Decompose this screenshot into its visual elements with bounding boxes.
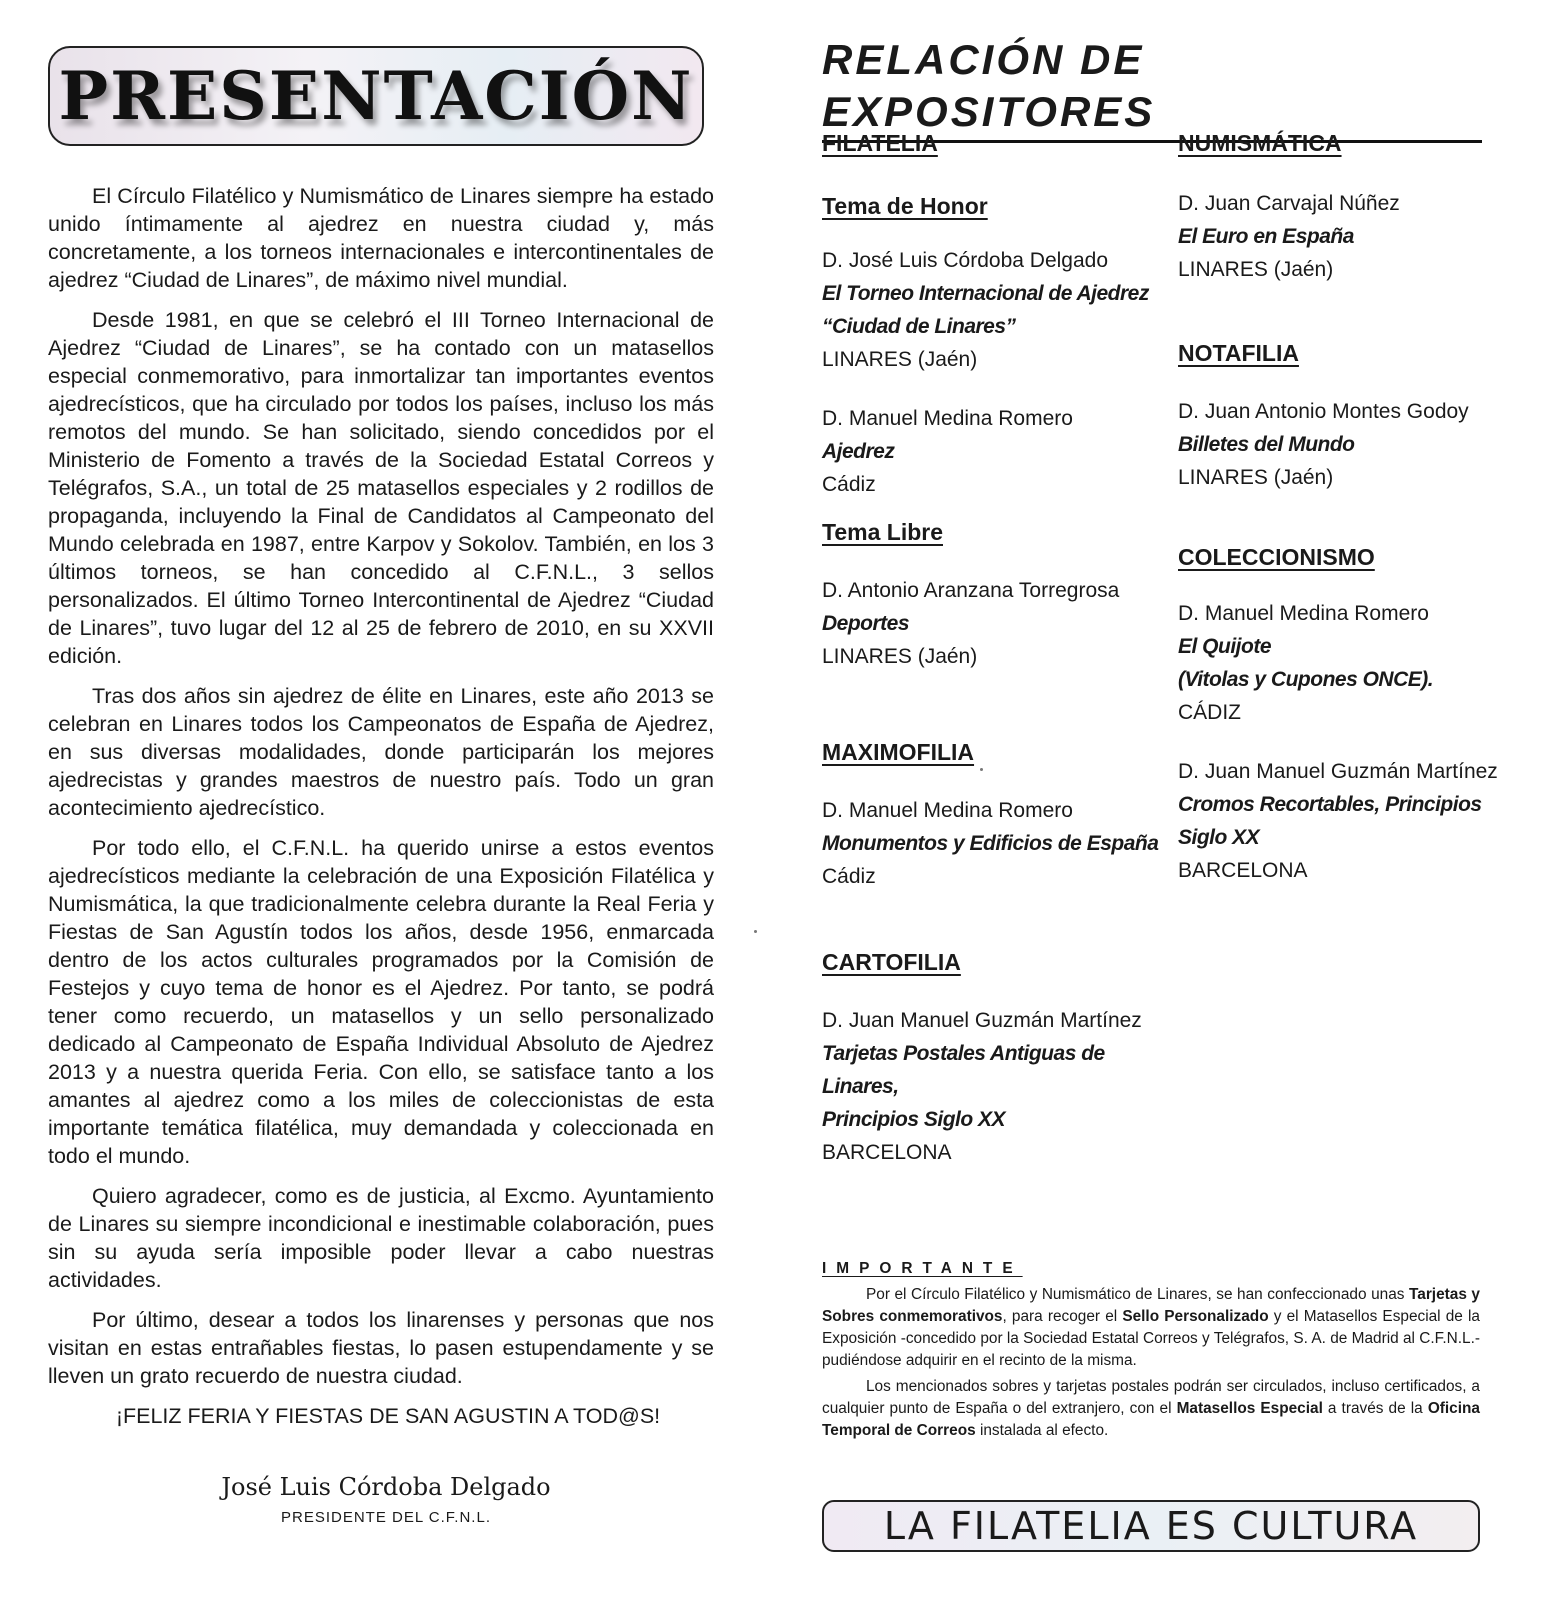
importante-title: IMPORTANTE [822,1260,1023,1277]
exhibitor-name: D. Juan Manuel Guzmán Martínez [822,1009,1142,1032]
exhibit-title: Principios Siglo XX [822,1108,1006,1131]
exhibitor-entry [822,1004,1162,1169]
expositores-title: RELACIÓN DE EXPOSITORES [822,34,1482,143]
exhibitor-name: D. Antonio Aranzana Torregrosa [822,579,1120,602]
text-bold: Matasellos Especial [1176,1400,1323,1417]
expositores-column-left [822,130,1162,1169]
exhibit-title: “Ciudad de Linares” [822,315,1016,338]
signature-role: PRESIDENTE DEL C.F.N.L. [281,1509,491,1526]
subsection-tema-libre: Tema Libre [822,519,943,545]
exhibitor-entry [1178,187,1498,286]
signature-name: José Luis Córdoba Delgado [221,1473,551,1501]
section-coleccionismo: COLECCIONISMO [1178,544,1375,570]
closing-greeting: ¡FELIZ FERIA Y FIESTAS DE SAN AGUSTIN A TOD@S! [115,1404,661,1428]
text-bold: Oficina Temporal de Correos [822,1400,1480,1439]
exhibit-title: Deportes [822,612,910,635]
exhibit-title: El Quijote [1178,635,1272,658]
exhibitor-place: CÁDIZ [1178,701,1241,724]
importante-paragraph [822,1376,1480,1442]
exhibit-title: Cromos Recortables, Principios [1178,793,1482,816]
exhibit-title: Billetes del Mundo [1178,433,1355,456]
exhibitor-place: BARCELONA [822,1141,952,1164]
paragraph: Por último, desear a todos los linarenses y personas que nos visitan en estas entrañables fiestas, lo pasen estupendamente y se lleven un grato recuerdo de nuestra ciudad. [48,1308,714,1388]
exhibitor-name: D. José Luis Córdoba Delgado [822,249,1109,272]
presentacion-title-box [48,46,704,146]
expositores-column-right [1178,130,1498,887]
paragraph: Por todo ello, el C.F.N.L. ha querido unirse a estos eventos ajedrecísticos mediante la celebración de una Exposición Filatélica y Numismática, la que tradicionalmente celebra durante la Real Feria y Fiestas de San Agustín todos los años, desde 1956, enmarcada dentro de los actos culturales programados por la Comisión de Festejos y cuyo tema de honor es el Ajedrez. Por tanto, se podrá tener como recuerdo, un matasellos y un sello personalizado dedicado al Campeonato de España Individual Absoluto de Ajedrez 2013 y a nuestra querida Feria. Con ello, se satisface tanto a los amantes al ajedrez como a los miles de coleccionistas de esta importante temática filatélica, muy demandada y coleccionada en todo el mundo. [48,836,714,1168]
exhibitor-name: D. Juan Carvajal Núñez [1178,192,1400,215]
exhibitor-place: LINARES (Jaén) [1178,466,1334,489]
exhibitor-place: Cádiz [822,865,876,888]
section-notafilia: NOTAFILIA [1178,340,1299,366]
exhibitor-entry [822,402,1162,501]
section-filatelia: FILATELIA [822,130,938,156]
exhibitor-place: LINARES (Jaén) [822,348,978,371]
exhibit-title: Ajedrez [822,440,895,463]
text-span: a través de la [1322,1400,1428,1417]
exhibitor-name: D. Juan Antonio Montes Godoy [1178,400,1469,423]
exhibitor-entry [1178,597,1498,729]
speck [980,768,983,771]
importante-paragraph [822,1284,1480,1372]
section-numismatica: NUMISMÁTICA [1178,130,1342,156]
text-span: Los mencionados sobres y tarjetas postales podrán ser circulados, incluso certificados, a cualquier punto de España o del extranjero, con el [822,1378,1480,1417]
paragraph: El Círculo Filatélico y Numismático de Linares siempre ha estado unido íntimamente al ajedrez en nuestra ciudad y, más concretamente, a los torneos internacionales e intercontinentales de ajedrez “Ciudad de Linares”, de máximo nivel mundial. [48,184,714,292]
speck [754,930,757,933]
exhibitor-name: D. Manuel Medina Romero [822,799,1073,822]
text-span: , para recoger el [1002,1308,1123,1325]
exhibitor-place: LINARES (Jaén) [822,645,978,668]
text-span: y el Matasellos Especial de la Exposición -concedido por la Sociedad Estatal Correos y Telégrafos, S. A. de Madrid al C.F.N.L.- pudiéndose adquirir en el recinto de la misma. [822,1308,1480,1369]
exhibitor-entry [1178,395,1498,494]
presentacion-title: PRESENTACIÓN [58,57,694,135]
exhibitor-name: D. Juan Manuel Guzmán Martínez [1178,760,1498,783]
exhibit-title: Tarjetas Postales Antiguas de Linares, [822,1042,1105,1098]
paragraph: Tras dos años sin ajedrez de élite en Linares, este año 2013 se celebran en Linares todos los Campeonatos de España de Ajedrez, en sus diversas modalidades, donde participarán los mejores ajedrecistas y grandes maestros de nuestro país. Todo un gran acontecimiento ajedrecístico. [48,684,714,820]
exhibit-title: El Euro en España [1178,225,1354,248]
presentacion-body [48,182,714,1390]
text-bold: Tarjetas y Sobres conmemorativos [822,1286,1480,1325]
exhibit-title: El Torneo Internacional de Ajedrez [822,282,1149,305]
exhibitor-place: LINARES (Jaén) [1178,258,1334,281]
section-cartofilia: CARTOFILIA [822,949,961,975]
cultura-banner [822,1500,1480,1552]
exhibitor-entry [1178,755,1498,887]
exhibitor-place: BARCELONA [1178,859,1308,882]
banner-text: LA FILATELIA ES CULTURA [883,1504,1419,1548]
text-bold: Sello Personalizado [1122,1308,1269,1325]
section-maximofilia: MAXIMOFILIA [822,739,975,765]
exhibitor-entry [822,794,1162,893]
exhibitor-name: D. Manuel Medina Romero [1178,602,1429,625]
exhibitor-entry [822,244,1162,376]
exhibit-title: Monumentos y Edificios de España [822,832,1159,855]
subsection-tema-honor: Tema de Honor [822,193,988,219]
exhibit-title: (Vitolas y Cupones ONCE). [1178,668,1434,691]
text-span: Por el Círculo Filatélico y Numismático de Linares, se han confeccionado unas [866,1286,1409,1303]
paragraph: Quiero agradecer, como es de justicia, al Excmo. Ayuntamiento de Linares su siempre incondicional e inestimable colaboración, pues sin su ayuda sería imposible poder llevar a cabo nuestras actividades. [48,1184,714,1292]
exhibitor-place: Cádiz [822,473,876,496]
importante-notice [822,1258,1480,1446]
paragraph: Desde 1981, en que se celebró el III Torneo Internacional de Ajedrez “Ciudad de Linares”, se ha contado con un matasellos especial conmemorativo, para inmortalizar tan importantes eventos ajedrecísticos, que ha circulado por todos los países, incluso los más remotos del mundo. Se han solicitado, siendo concedidos por el Ministerio de Fomento a través de la Sociedad Estatal Correos y Telégrafos, S.A., un total de 25 matasellos especiales y 2 rodillos de propaganda, incluyendo la Final de Candidatos al Campeonato del Mundo celebrada en 1987, entre Karpov y Sokolov. También, en los 3 últimos torneos, se han concedido al C.F.N.L., 3 sellos personalizados. El último Torneo Intercontinental de Ajedrez “Ciudad de Linares”, tuvo lugar del 12 al 25 de febrero de 2010, en su XXVII edición. [48,308,714,668]
presentacion-column [48,46,714,1526]
exhibitor-name: D. Manuel Medina Romero [822,407,1073,430]
exhibitor-entry [822,574,1162,673]
exhibit-title: Siglo XX [1178,826,1260,849]
text-span: instalada al efecto. [975,1422,1109,1439]
